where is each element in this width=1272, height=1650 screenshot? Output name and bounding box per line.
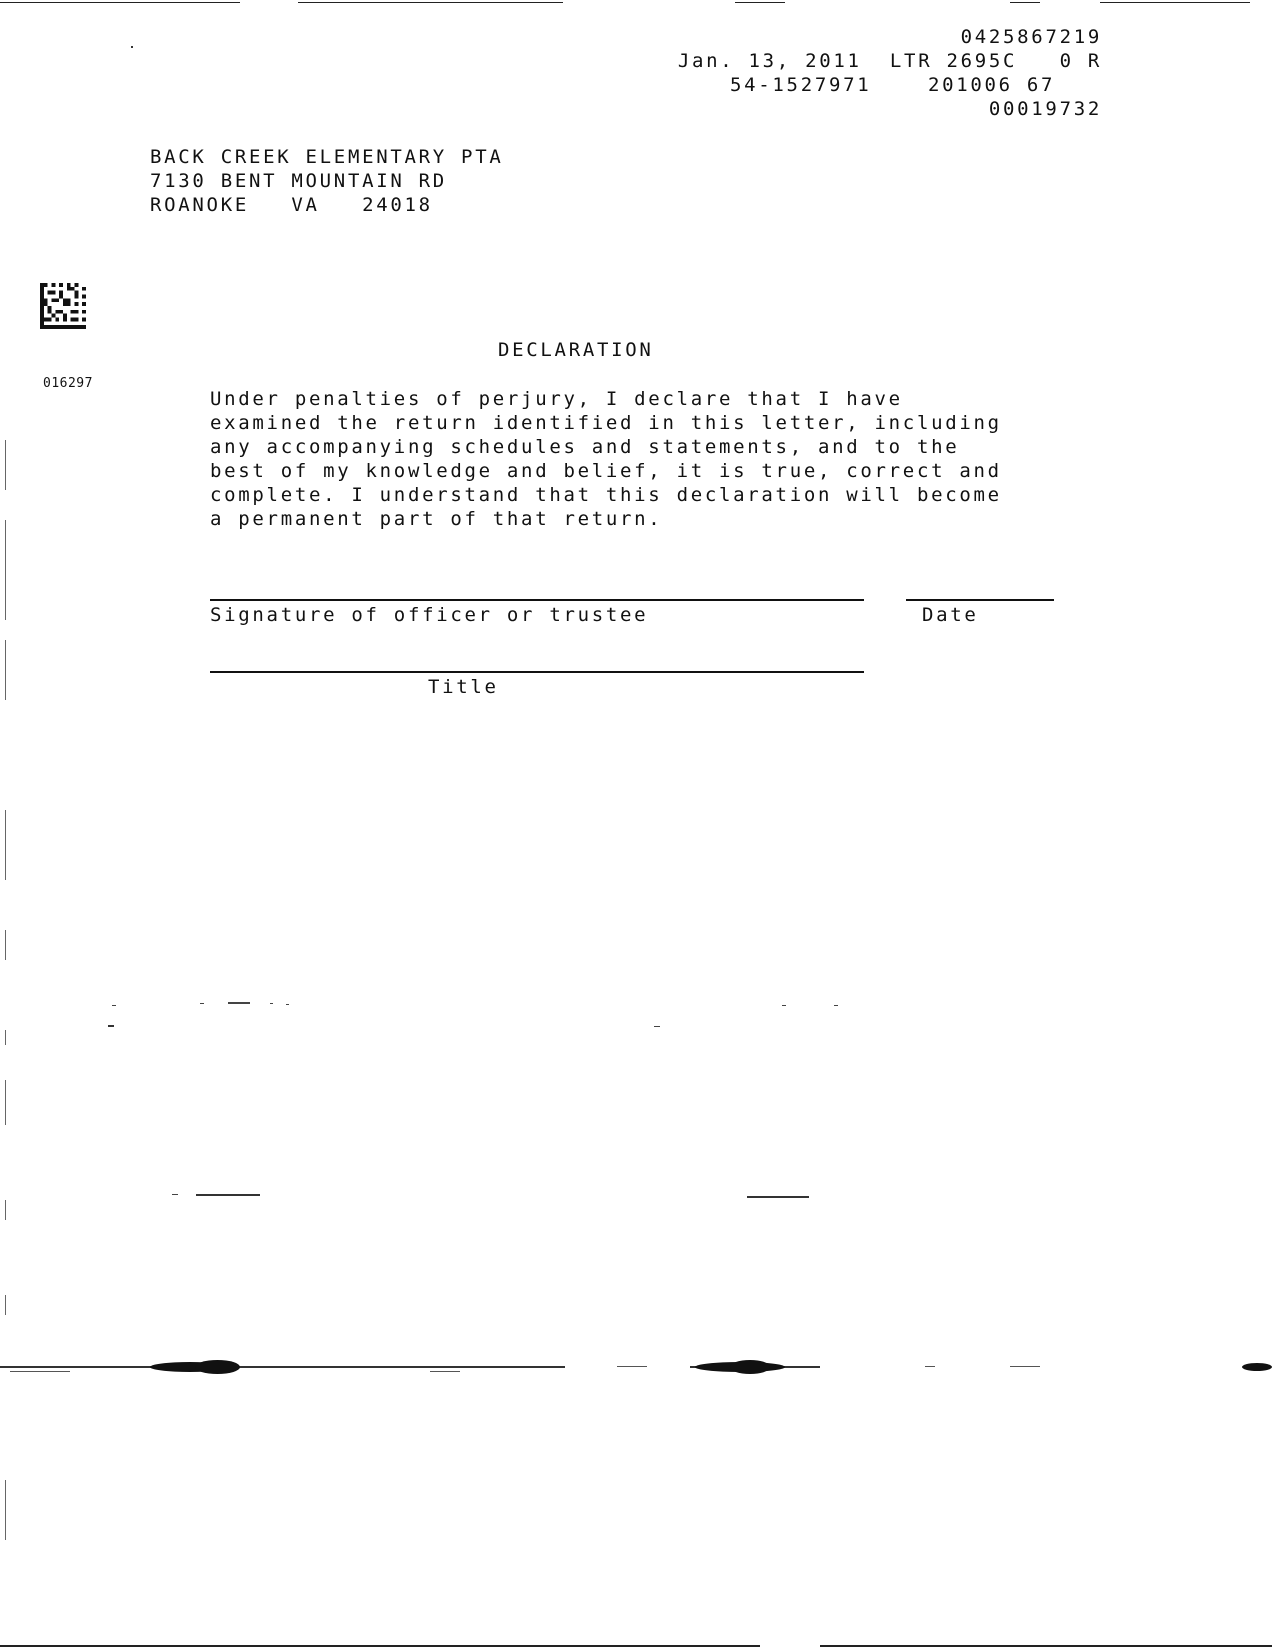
letter-id: 0425867219 — [960, 26, 1102, 48]
scan-edge-left — [5, 1295, 6, 1315]
signature-line[interactable] — [210, 599, 864, 601]
scan-speck — [747, 1196, 809, 1198]
scan-edge-top — [298, 2, 563, 3]
title-line[interactable] — [210, 671, 864, 673]
title-label: Title — [428, 676, 499, 698]
scan-edge-left — [5, 440, 6, 490]
control-number: 00019732 — [988, 98, 1102, 120]
declaration-line: best of my knowledge and belief, it is true, correct and — [210, 460, 1002, 482]
declaration-line: any accompanying schedules and statements, and to the — [210, 436, 960, 458]
scan-blot — [730, 1360, 770, 1374]
scan-edge-left — [5, 640, 6, 700]
scan-edge-left — [5, 520, 6, 620]
scan-edge-top — [1100, 2, 1250, 3]
address-line-2: 7130 BENT MOUNTAIN RD — [150, 170, 447, 192]
scan-edge-bottom — [0, 1645, 760, 1647]
declaration-title: DECLARATION — [498, 339, 654, 361]
fold-line — [0, 1366, 565, 1368]
scan-edge-left — [5, 1200, 6, 1220]
scan-edge-left — [5, 810, 6, 880]
scan-speck — [108, 1025, 114, 1027]
fold-line — [1010, 1366, 1040, 1367]
scan-speck — [286, 1004, 289, 1005]
scan-speck — [270, 1003, 273, 1004]
scan-speck — [228, 1002, 250, 1004]
date-line: Jan. 13, 2011 LTR 2695C 0 R — [677, 50, 1102, 72]
scan-blot — [195, 1360, 240, 1374]
scan-speck — [131, 46, 133, 48]
scan-speck — [200, 1003, 204, 1004]
scan-speck — [834, 1005, 838, 1006]
scan-edge-left — [5, 1480, 6, 1540]
scan-blot — [1242, 1363, 1272, 1371]
scan-speck — [196, 1194, 260, 1196]
address-line-3: ROANOKE VA 24018 — [150, 194, 433, 216]
scan-edge-left — [5, 1080, 6, 1125]
declaration-line: complete. I understand that this declaration will become — [210, 484, 1002, 506]
scan-edge-left — [5, 1030, 6, 1045]
scan-edge-bottom — [820, 1645, 1272, 1647]
declaration-body — [210, 387, 1002, 531]
fold-line — [617, 1366, 647, 1367]
scan-edge-top — [1010, 2, 1040, 3]
scan-speck — [654, 1026, 660, 1027]
fold-line — [925, 1366, 935, 1367]
declaration-line: a permanent part of that return. — [210, 508, 663, 530]
address-line-1: BACK CREEK ELEMENTARY PTA — [150, 146, 504, 168]
datamatrix-barcode-icon — [40, 283, 86, 329]
declaration-line: Under penalties of perjury, I declare that I have — [210, 388, 903, 410]
scan-edge-top — [0, 2, 240, 3]
scan-speck — [172, 1194, 178, 1195]
date-label: Date — [922, 604, 979, 626]
scan-speck — [112, 1005, 116, 1006]
date-line-rule[interactable] — [906, 599, 1054, 601]
side-code: 016297 — [43, 376, 93, 391]
fold-line — [10, 1371, 70, 1372]
scan-edge-left — [5, 930, 6, 960]
declaration-line: examined the return identified in this letter, including — [210, 412, 1002, 434]
ein-line: 54-1527971 201006 67 — [730, 74, 1056, 96]
fold-line — [430, 1371, 460, 1372]
scan-speck — [782, 1005, 786, 1006]
signature-label: Signature of officer or trustee — [210, 604, 649, 626]
scan-edge-top — [735, 2, 785, 3]
